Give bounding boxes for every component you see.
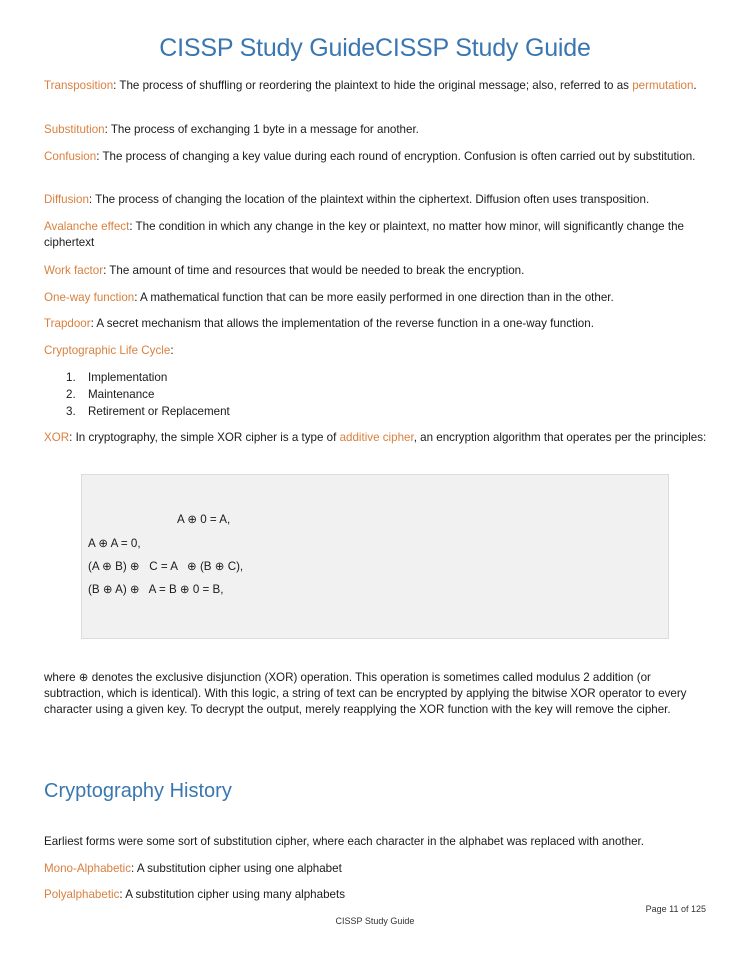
history-intro: Earliest forms were some sort of substitution cipher, where each character in the alphabet was replaced with another. bbox=[44, 835, 644, 848]
page-title: CISSP Study GuideCISSP Study Guide bbox=[159, 34, 591, 62]
xor-equations-box bbox=[81, 474, 669, 639]
definition-work-factor: Work factor: The amount of time and resources that would be needed to break the encryption. bbox=[44, 264, 525, 277]
history-mono-alphabetic: Mono-Alphabetic: A substitution cipher using one alphabet bbox=[44, 862, 342, 875]
history-polyalphabetic: Polyalphabetic: A substitution cipher using many alphabets bbox=[44, 888, 345, 901]
list-item: 1. Implementation bbox=[66, 371, 168, 384]
definition-confusion: Confusion: The process of changing a key value during each round of encryption. Confusion is often carried out by substitution. bbox=[44, 150, 696, 163]
definition-transposition: Transposition: The process of shuffling or reordering the plaintext to hide the original message; also, referred to as permutation. bbox=[44, 79, 697, 92]
page-number: Page 11 of 125 bbox=[645, 904, 706, 914]
list-item: 3. Retirement or Replacement bbox=[66, 405, 230, 418]
equation: A ⊕ 0 = A, bbox=[177, 513, 231, 526]
equation: (A ⊕ B) ⊕ C = A ⊕ (B ⊕ C), bbox=[88, 560, 244, 573]
lifecycle-list bbox=[66, 369, 230, 420]
definition-substitution: Substitution: The process of exchanging 1 byte in a message for another. bbox=[44, 123, 419, 136]
xor-intro: XOR: In cryptography, the simple XOR cipher is a type of additive cipher, an encryption algorithm that operates per the principles: bbox=[44, 431, 707, 444]
xor-explanation: where ⊕ denotes the exclusive disjunction (XOR) operation. This operation is sometimes called modulus 2 addition (or subtraction, which is identical). With this logic, a string of text can be encrypted by applying the bitwise XOR operator to every character using a given key. To decrypt the output, merely reapplying the XOR function with the key will remove the cipher. bbox=[44, 671, 687, 716]
footer-label: CISSP Study Guide bbox=[335, 916, 415, 926]
definition-one-way-function: One-way function: A mathematical function that can be more easily performed in one direction than in the other. bbox=[44, 291, 614, 304]
term: Transposition bbox=[44, 79, 114, 92]
equation: A ⊕ A = 0, bbox=[88, 537, 141, 550]
equation: (B ⊕ A) ⊕ A = B ⊕ 0 = B, bbox=[88, 583, 224, 596]
definition-avalanche: Avalanche effect: The condition in which any change in the key or plaintext, no matter how minor, will significantly change the ciphertext bbox=[44, 220, 684, 249]
section-heading: Cryptography History bbox=[44, 780, 232, 802]
list-item: 2. Maintenance bbox=[66, 388, 155, 401]
additive-cipher-link[interactable]: additive cipher bbox=[339, 431, 414, 444]
definition-diffusion: Diffusion: The process of changing the location of the plaintext within the ciphertext. Diffusion often uses transposition. bbox=[44, 193, 650, 206]
definition-trapdoor: Trapdoor: A secret mechanism that allows the implementation of the reverse function in a one-way function. bbox=[44, 317, 594, 330]
definition-lifecycle: Cryptographic Life Cycle: bbox=[44, 344, 174, 357]
